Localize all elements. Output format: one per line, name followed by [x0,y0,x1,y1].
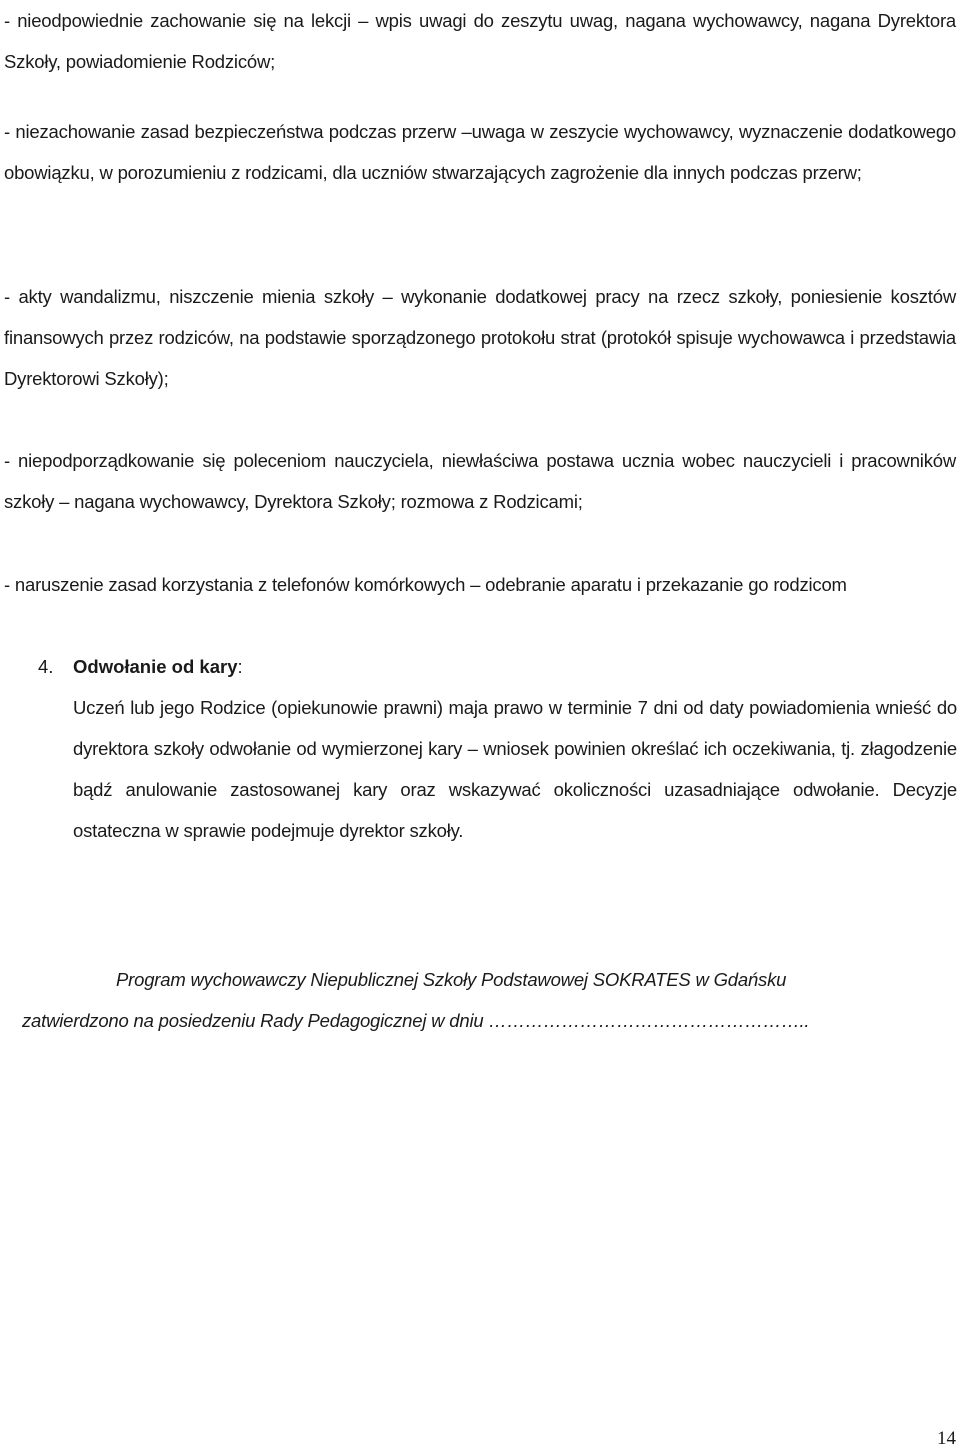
section-title: Odwołanie od kary [73,656,238,677]
paragraph-break-safety: - niezachowanie zasad bezpieczeństwa podczas przerw –uwaga w zeszycie wychowawcy, wyznaczenie dodatkowego obowiązku, w porozumieniu z rodzicami, dla uczniów stwarzających zagrożenie dla innych podczas przerw; [4,121,956,183]
section-body: Uczeń lub jego Rodzice (opiekunowie prawni) maja prawo w terminie 7 dni od daty powiadomienia wnieść do dyrektora szkoły odwołanie od wymierzonej kary – wniosek powinien określać ich oczekiwania, tj. złagodzenie bądź anulowanie zastosowanej kary oraz wskazywać okoliczności uzasadniające odwołanie. Decyzje ostateczna w sprawie podejmuje dyrektor szkoły. [73,697,957,841]
approval-line: zatwierdzono na posiedzeniu Rady Pedagogicznej w dniu …………………………………………….. [22,1010,810,1031]
paragraph-mobile-phones: - naruszenie zasad korzystania z telefonów komórkowych – odebranie aparatu i przekazanie go rodzicom [4,574,847,595]
page-number: 14 [937,1428,956,1449]
section-heading [38,646,243,687]
program-title-line: Program wychowawczy Niepublicznej Szkoły Podstawowej SOKRATES w Gdańsku [116,969,787,990]
section-title-colon: : [237,656,243,677]
section-number: 4. [38,656,54,677]
paragraph-disobedience: - niepodporządkowanie się poleceniom nauczyciela, niewłaściwa postawa ucznia wobec nauczycieli i pracowników szkoły – nagana wychowawcy, Dyrektora Szkoły; rozmowa z Rodzicami; [4,450,956,512]
paragraph-classroom-behavior: - nieodpowiednie zachowanie się na lekcji – wpis uwagi do zeszytu uwag, nagana wychowawcy, nagana Dyrektora Szkoły, powiadomienie Rodziców; [4,10,956,72]
paragraph-vandalism: - akty wandalizmu, niszczenie mienia szkoły – wykonanie dodatkowej pracy na rzecz szkoły, poniesienie kosztów finansowych przez rodziców, na podstawie sporządzonego protokołu strat (protokół spisuje wychowawca i przedstawia Dyrektorowi Szkoły); [4,286,956,389]
